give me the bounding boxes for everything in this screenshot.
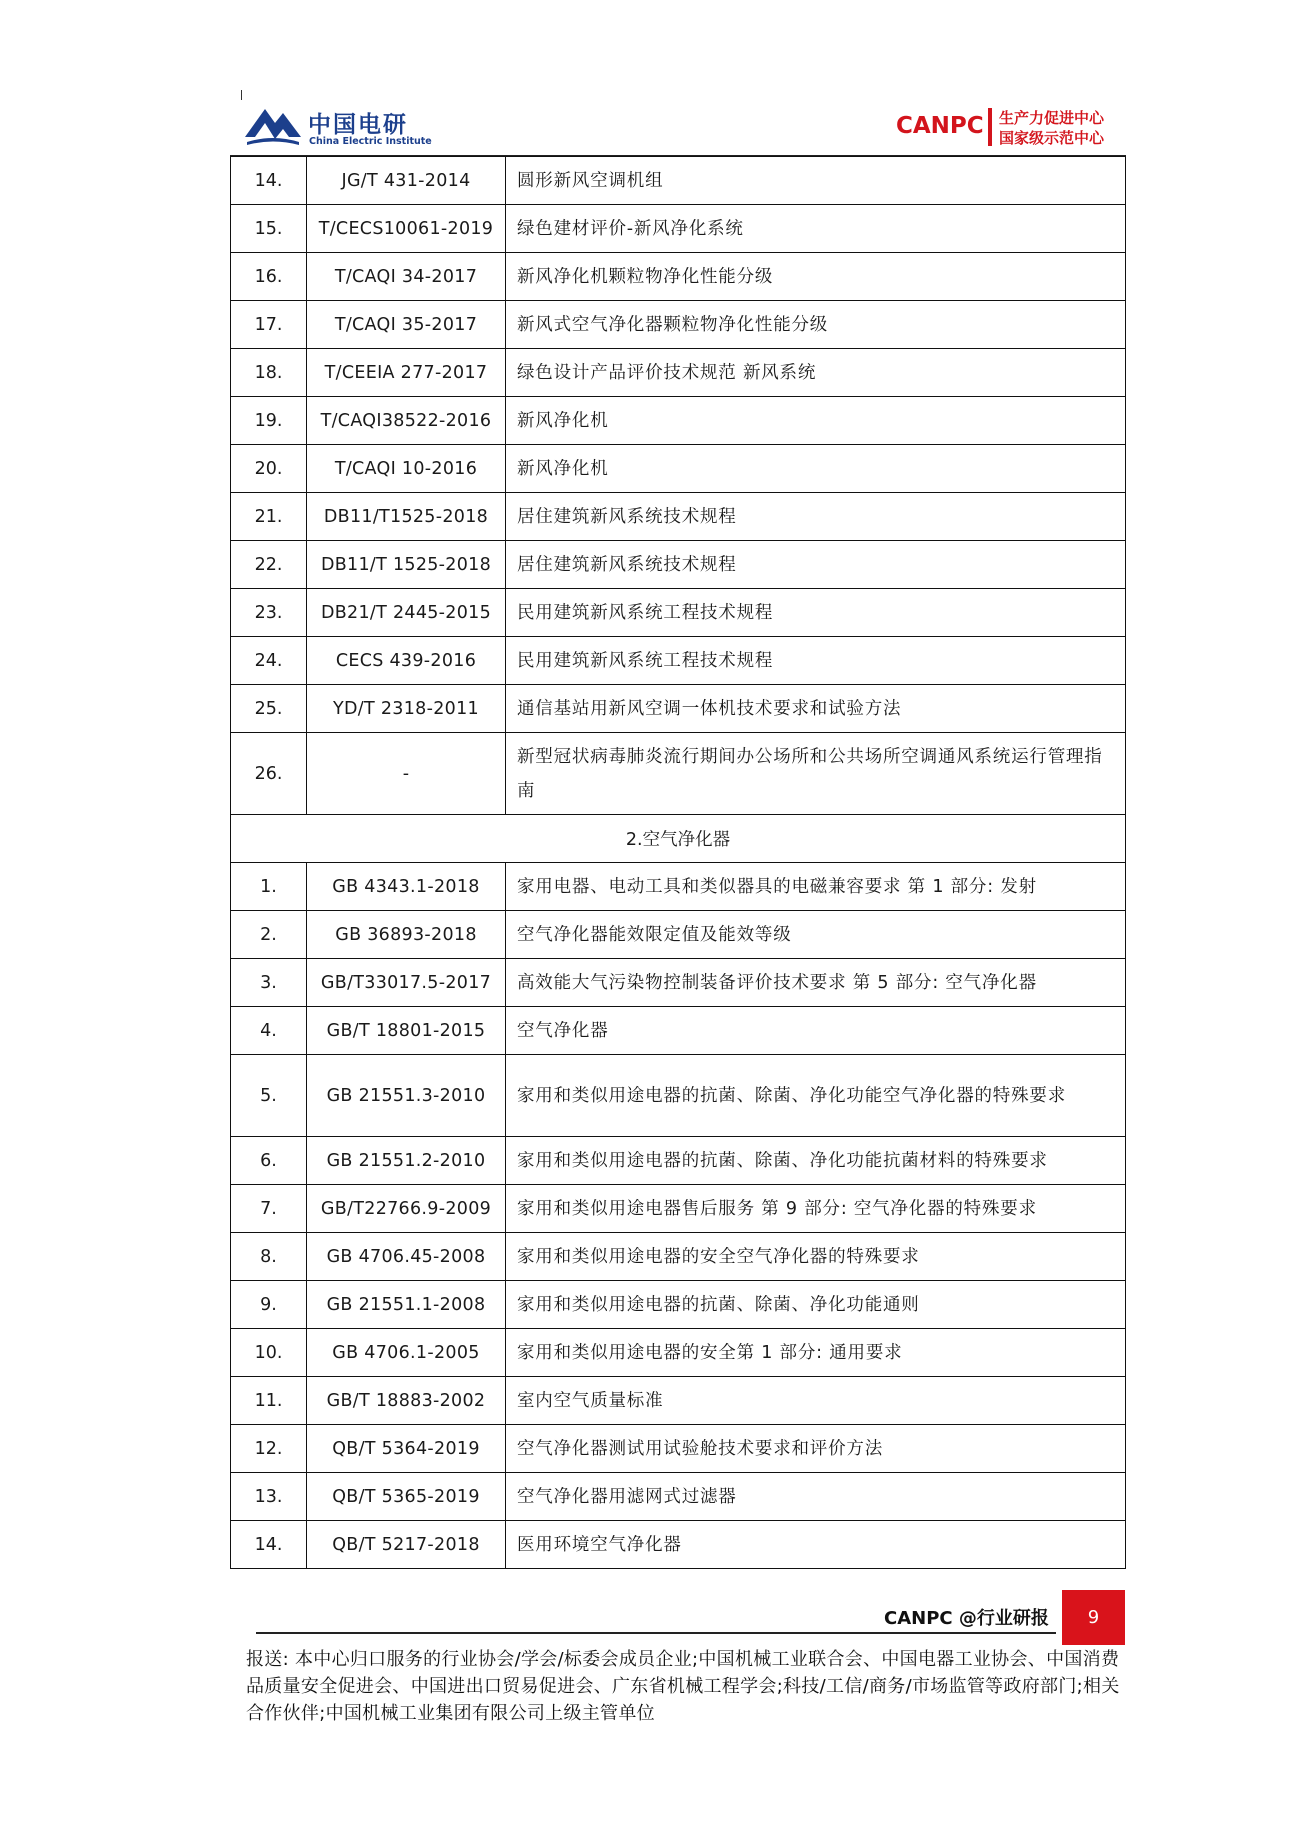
standards-table-part1 — [231, 157, 1126, 815]
standard-code: T/CAQI 10-2016 — [307, 445, 506, 493]
standard-title: 空气净化器用滤网式过滤器 — [506, 1473, 1126, 1521]
table-row — [231, 301, 1126, 349]
standard-code: GB 21551.2-2010 — [307, 1137, 506, 1185]
table-row — [231, 1329, 1126, 1377]
standard-title: 新风净化机 — [506, 445, 1126, 493]
standard-code: GB/T33017.5-2017 — [307, 959, 506, 1007]
row-number: 20. — [231, 445, 307, 493]
standards-table — [230, 156, 1126, 1569]
section-row — [231, 815, 1126, 863]
table-row — [231, 637, 1126, 685]
standard-title: 空气净化器测试用试验舱技术要求和评价方法 — [506, 1425, 1126, 1473]
standard-code: T/CAQI 34-2017 — [307, 253, 506, 301]
section-title: 2.空气净化器 — [231, 815, 1126, 863]
canpc-line-1: 生产力促进中心 — [999, 109, 1105, 127]
standard-title: 空气净化器 — [506, 1007, 1126, 1055]
table-row — [231, 863, 1126, 911]
footer-brand: CANPC @行业研报 — [884, 1608, 1049, 1629]
table-row — [231, 349, 1126, 397]
standard-title: 圆形新风空调机组 — [506, 157, 1126, 205]
standard-title: 家用和类似用途电器的安全空气净化器的特殊要求 — [506, 1233, 1126, 1281]
standard-code: GB 4706.1-2005 — [307, 1329, 506, 1377]
row-number: 21. — [231, 493, 307, 541]
row-number: 3. — [231, 959, 307, 1007]
row-number: 23. — [231, 589, 307, 637]
standard-code: - — [307, 733, 506, 815]
table-row — [231, 1233, 1126, 1281]
table-row — [231, 1007, 1126, 1055]
standard-title: 新风净化机 — [506, 397, 1126, 445]
standard-code: T/CEEIA 277-2017 — [307, 349, 506, 397]
row-number: 4. — [231, 1007, 307, 1055]
row-number: 16. — [231, 253, 307, 301]
standard-code: GB 21551.3-2010 — [307, 1055, 506, 1137]
table-row — [231, 397, 1126, 445]
standard-title: 家用电器、电动工具和类似器具的电磁兼容要求 第 1 部分: 发射 — [506, 863, 1126, 911]
table-row — [231, 445, 1126, 493]
standard-code: QB/T 5217-2018 — [307, 1521, 506, 1569]
table-row — [231, 685, 1126, 733]
mountain-logo-icon — [245, 103, 301, 147]
row-number: 15. — [231, 205, 307, 253]
header-tick — [241, 90, 242, 100]
table-row — [231, 1055, 1126, 1137]
standard-code: T/CAQI 35-2017 — [307, 301, 506, 349]
standard-title: 民用建筑新风系统工程技术规程 — [506, 637, 1126, 685]
row-number: 14. — [231, 1521, 307, 1569]
standard-title: 高效能大气污染物控制装备评价技术要求 第 5 部分: 空气净化器 — [506, 959, 1126, 1007]
standard-title: 家用和类似用途电器的抗菌、除菌、净化功能抗菌材料的特殊要求 — [506, 1137, 1126, 1185]
standard-title: 绿色建材评价-新风净化系统 — [506, 205, 1126, 253]
table-row — [231, 253, 1126, 301]
canpc-logo — [896, 106, 1116, 150]
table-row — [231, 1425, 1126, 1473]
table-row — [231, 959, 1126, 1007]
standard-title: 空气净化器能效限定值及能效等级 — [506, 911, 1126, 959]
row-number: 1. — [231, 863, 307, 911]
row-number: 6. — [231, 1137, 307, 1185]
table-row — [231, 1137, 1126, 1185]
table-row — [231, 205, 1126, 253]
row-number: 14. — [231, 157, 307, 205]
standard-code: GB/T 18801-2015 — [307, 1007, 506, 1055]
standard-code: GB/T22766.9-2009 — [307, 1185, 506, 1233]
standard-title: 室内空气质量标准 — [506, 1377, 1126, 1425]
standard-title: 居住建筑新风系统技术规程 — [506, 493, 1126, 541]
table-row — [231, 1521, 1126, 1569]
standard-title: 家用和类似用途电器的抗菌、除菌、净化功能通则 — [506, 1281, 1126, 1329]
table-row — [231, 493, 1126, 541]
table-row — [231, 1185, 1126, 1233]
standard-code: T/CECS10061-2019 — [307, 205, 506, 253]
standard-code: JG/T 431-2014 — [307, 157, 506, 205]
standard-code: QB/T 5365-2019 — [307, 1473, 506, 1521]
china-electric-institute-logo — [245, 103, 435, 153]
standard-title: 居住建筑新风系统技术规程 — [506, 541, 1126, 589]
standard-code: DB11/T 1525-2018 — [307, 541, 506, 589]
table-row — [231, 911, 1126, 959]
standard-code: GB 36893-2018 — [307, 911, 506, 959]
table-row — [231, 1377, 1126, 1425]
standard-title: 家用和类似用途电器的抗菌、除菌、净化功能空气净化器的特殊要求 — [506, 1055, 1126, 1137]
table-row — [231, 541, 1126, 589]
standard-code: T/CAQI38522-2016 — [307, 397, 506, 445]
row-number: 24. — [231, 637, 307, 685]
logo-english-name: China Electric Institute — [309, 136, 432, 147]
distribution-note: 报送: 本中心归口服务的行业协会/学会/标委会成员企业;中国机械工业联合会、中国电器工业协会、中国消费品质量安全促进会、中国进出口贸易促进会、广东省机械工程学会;科技/工信/商务/市场监管等政府部门;相关合作伙伴;中国机械工业集团有限公司上级主管单位 — [246, 1649, 1120, 1724]
table-row — [231, 733, 1126, 815]
table-row — [231, 1281, 1126, 1329]
standard-code: DB11/T1525-2018 — [307, 493, 506, 541]
standard-title: 医用环境空气净化器 — [506, 1521, 1126, 1569]
standard-title: 家用和类似用途电器的安全第 1 部分: 通用要求 — [506, 1329, 1126, 1377]
standard-title: 新风式空气净化器颗粒物净化性能分级 — [506, 301, 1126, 349]
canpc-abbr: CANPC — [896, 113, 984, 139]
logo-chinese-name: 中国电研 — [308, 112, 408, 138]
standard-code: DB21/T 2445-2015 — [307, 589, 506, 637]
row-number: 7. — [231, 1185, 307, 1233]
standard-title: 绿色设计产品评价技术规范 新风系统 — [506, 349, 1126, 397]
row-number: 12. — [231, 1425, 307, 1473]
row-number: 8. — [231, 1233, 307, 1281]
standard-title: 新风净化机颗粒物净化性能分级 — [506, 253, 1126, 301]
standard-code: GB 4343.1-2018 — [307, 863, 506, 911]
standard-code: GB 21551.1-2008 — [307, 1281, 506, 1329]
row-number: 19. — [231, 397, 307, 445]
row-number: 11. — [231, 1377, 307, 1425]
row-number: 10. — [231, 1329, 307, 1377]
standard-code: GB 4706.45-2008 — [307, 1233, 506, 1281]
table-row — [231, 157, 1126, 205]
page-number: 9 — [1062, 1590, 1125, 1645]
standard-code: CECS 439-2016 — [307, 637, 506, 685]
standard-code: QB/T 5364-2019 — [307, 1425, 506, 1473]
standard-code: GB/T 18883-2002 — [307, 1377, 506, 1425]
canpc-line-2: 国家级示范中心 — [999, 129, 1105, 147]
standard-code: YD/T 2318-2011 — [307, 685, 506, 733]
row-number: 18. — [231, 349, 307, 397]
row-number: 13. — [231, 1473, 307, 1521]
standard-title: 民用建筑新风系统工程技术规程 — [506, 589, 1126, 637]
row-number: 22. — [231, 541, 307, 589]
table-row — [231, 589, 1126, 637]
standard-title: 通信基站用新风空调一体机技术要求和试验方法 — [506, 685, 1126, 733]
table-row — [231, 1473, 1126, 1521]
row-number: 17. — [231, 301, 307, 349]
row-number: 26. — [231, 733, 307, 815]
row-number: 9. — [231, 1281, 307, 1329]
canpc-divider — [988, 108, 992, 146]
standard-title: 家用和类似用途电器售后服务 第 9 部分: 空气净化器的特殊要求 — [506, 1185, 1126, 1233]
standard-title: 新型冠状病毒肺炎流行期间办公场所和公共场所空调通风系统运行管理指南 — [506, 733, 1126, 815]
footer-rule — [256, 1632, 1056, 1634]
row-number: 2. — [231, 911, 307, 959]
row-number: 5. — [231, 1055, 307, 1137]
row-number: 25. — [231, 685, 307, 733]
standards-table-part2 — [231, 863, 1126, 1569]
